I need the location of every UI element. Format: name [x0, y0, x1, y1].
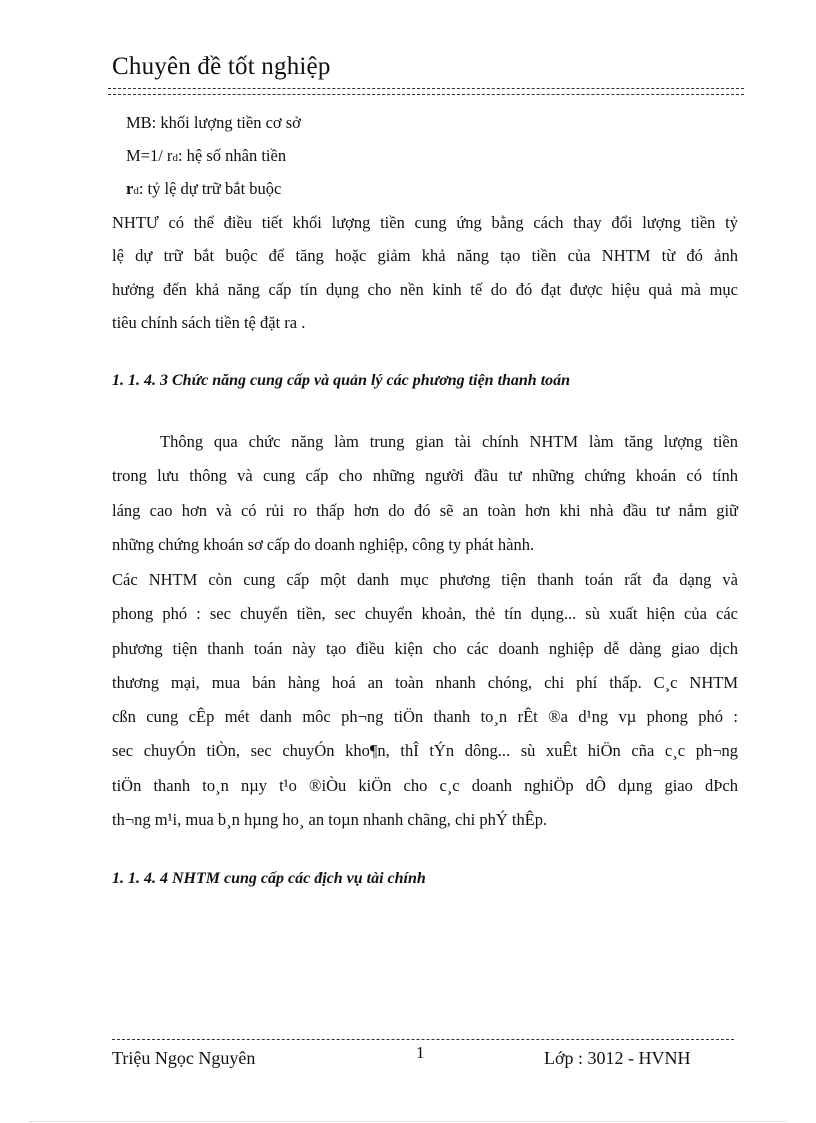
paragraph-line: trong lưu thông và cung cấp cho những người đầu tư những chứng khoán có tính — [112, 466, 738, 485]
definition-rd-prefix: r — [126, 179, 134, 198]
paragraph-line: lệ dự trữ bắt buộc để tăng hoặc giảm khả năng tạo tiền của NHTM từ đó ảnh — [112, 246, 738, 265]
paragraph-line: phong phó : sec chuyển tiền, sec chuyển khoản, thẻ tín dụng... sù xuất hiện của các — [112, 604, 738, 623]
paragraph-line: th¬ng m¹i, mua b¸n hµng ho¸ an toµn nhanh chãng, chi phÝ thÊp. — [112, 810, 548, 829]
page-edge-rule — [30, 1121, 786, 1122]
footer-rule — [112, 1039, 734, 1040]
footer-class: Lớp : 3012 - HVNH — [544, 1048, 691, 1068]
paragraph-line: cßn cung cÊp mét danh môc ph¬ng tiÖn thanh to¸n rÊt ®a d¹ng vµ phong phó : — [112, 707, 738, 726]
section-heading-1-1-4-4: 1. 1. 4. 4 NHTM cung cấp các địch vụ tài chính — [112, 870, 426, 887]
definition-m-prefix: M=1/ r — [126, 146, 173, 165]
definition-rd-sub: d — [133, 185, 139, 197]
section-heading-1-1-4-3: 1. 1. 4. 3 Chức năng cung cấp và quản lý các phương tiện thanh toán — [112, 372, 571, 389]
paragraph-line: hưởng đến khả năng cấp tín dụng cho nền kinh tế do đó đạt được hiệu quả mà mục — [112, 280, 738, 299]
paragraph-line: thương mại, mua bán hàng hoá an toàn nhanh chóng, chi phí thấp. C¸c NHTM — [112, 673, 738, 692]
paragraph-line: những chứng khoán sơ cấp do doanh nghiệp, công ty phát hành. — [112, 535, 535, 554]
definition-mb: MB: khối lượng tiền cơ sở — [126, 113, 301, 132]
paragraph-line: NHTƯ có thể điều tiết khối lượng tiền cung ứng bằng cách thay đổi lượng tiền tỷ — [112, 213, 738, 232]
header-rule-bottom — [108, 94, 744, 95]
definition-m-rest: : hệ số nhân tiền — [177, 146, 287, 165]
header-rule-top — [108, 88, 744, 89]
definition-m — [126, 146, 286, 166]
paragraph-line: tiêu chính sách tiền tệ đặt ra . — [112, 313, 306, 332]
definition-rd — [126, 179, 281, 199]
page-number: 1 — [416, 1043, 425, 1062]
paragraph-line: Thông qua chức năng làm trung gian tài chính NHTM làm tăng lượng tiền — [160, 432, 738, 451]
document-title: Chuyên đề tốt nghiệp — [112, 53, 331, 80]
definition-rd-rest: : tỷ lệ dự trữ bắt buộc — [138, 179, 282, 198]
paragraph-line: láng cao hơn và có rủi ro thấp hơn do đó sẽ an toàn hơn khi nhà đầu tư nắm giữ — [112, 501, 738, 520]
paragraph-line: phương tiện thanh toán này tạo điều kiện cho các doanh nghiệp dễ dàng giao dịch — [112, 639, 738, 658]
footer-author: Triệu Ngọc Nguyên — [112, 1048, 256, 1068]
paragraph-line: sec chuyÓn tiÒn, sec chuyÓn kho¶n, thÎ tÝn dông... sù xuÊt hiÖn cña c¸c ph¬ng — [112, 741, 738, 760]
definition-m-sub: d — [172, 152, 178, 164]
paragraph-line: tiÖn thanh to¸n nµy t¹o ®iÒu kiÖn cho c¸c doanh nghiÖp dÔ dµng giao dÞch — [112, 776, 738, 795]
paragraph-line: Các NHTM còn cung cấp một danh mục phương tiện thanh toán rất đa dạng và — [112, 570, 738, 589]
